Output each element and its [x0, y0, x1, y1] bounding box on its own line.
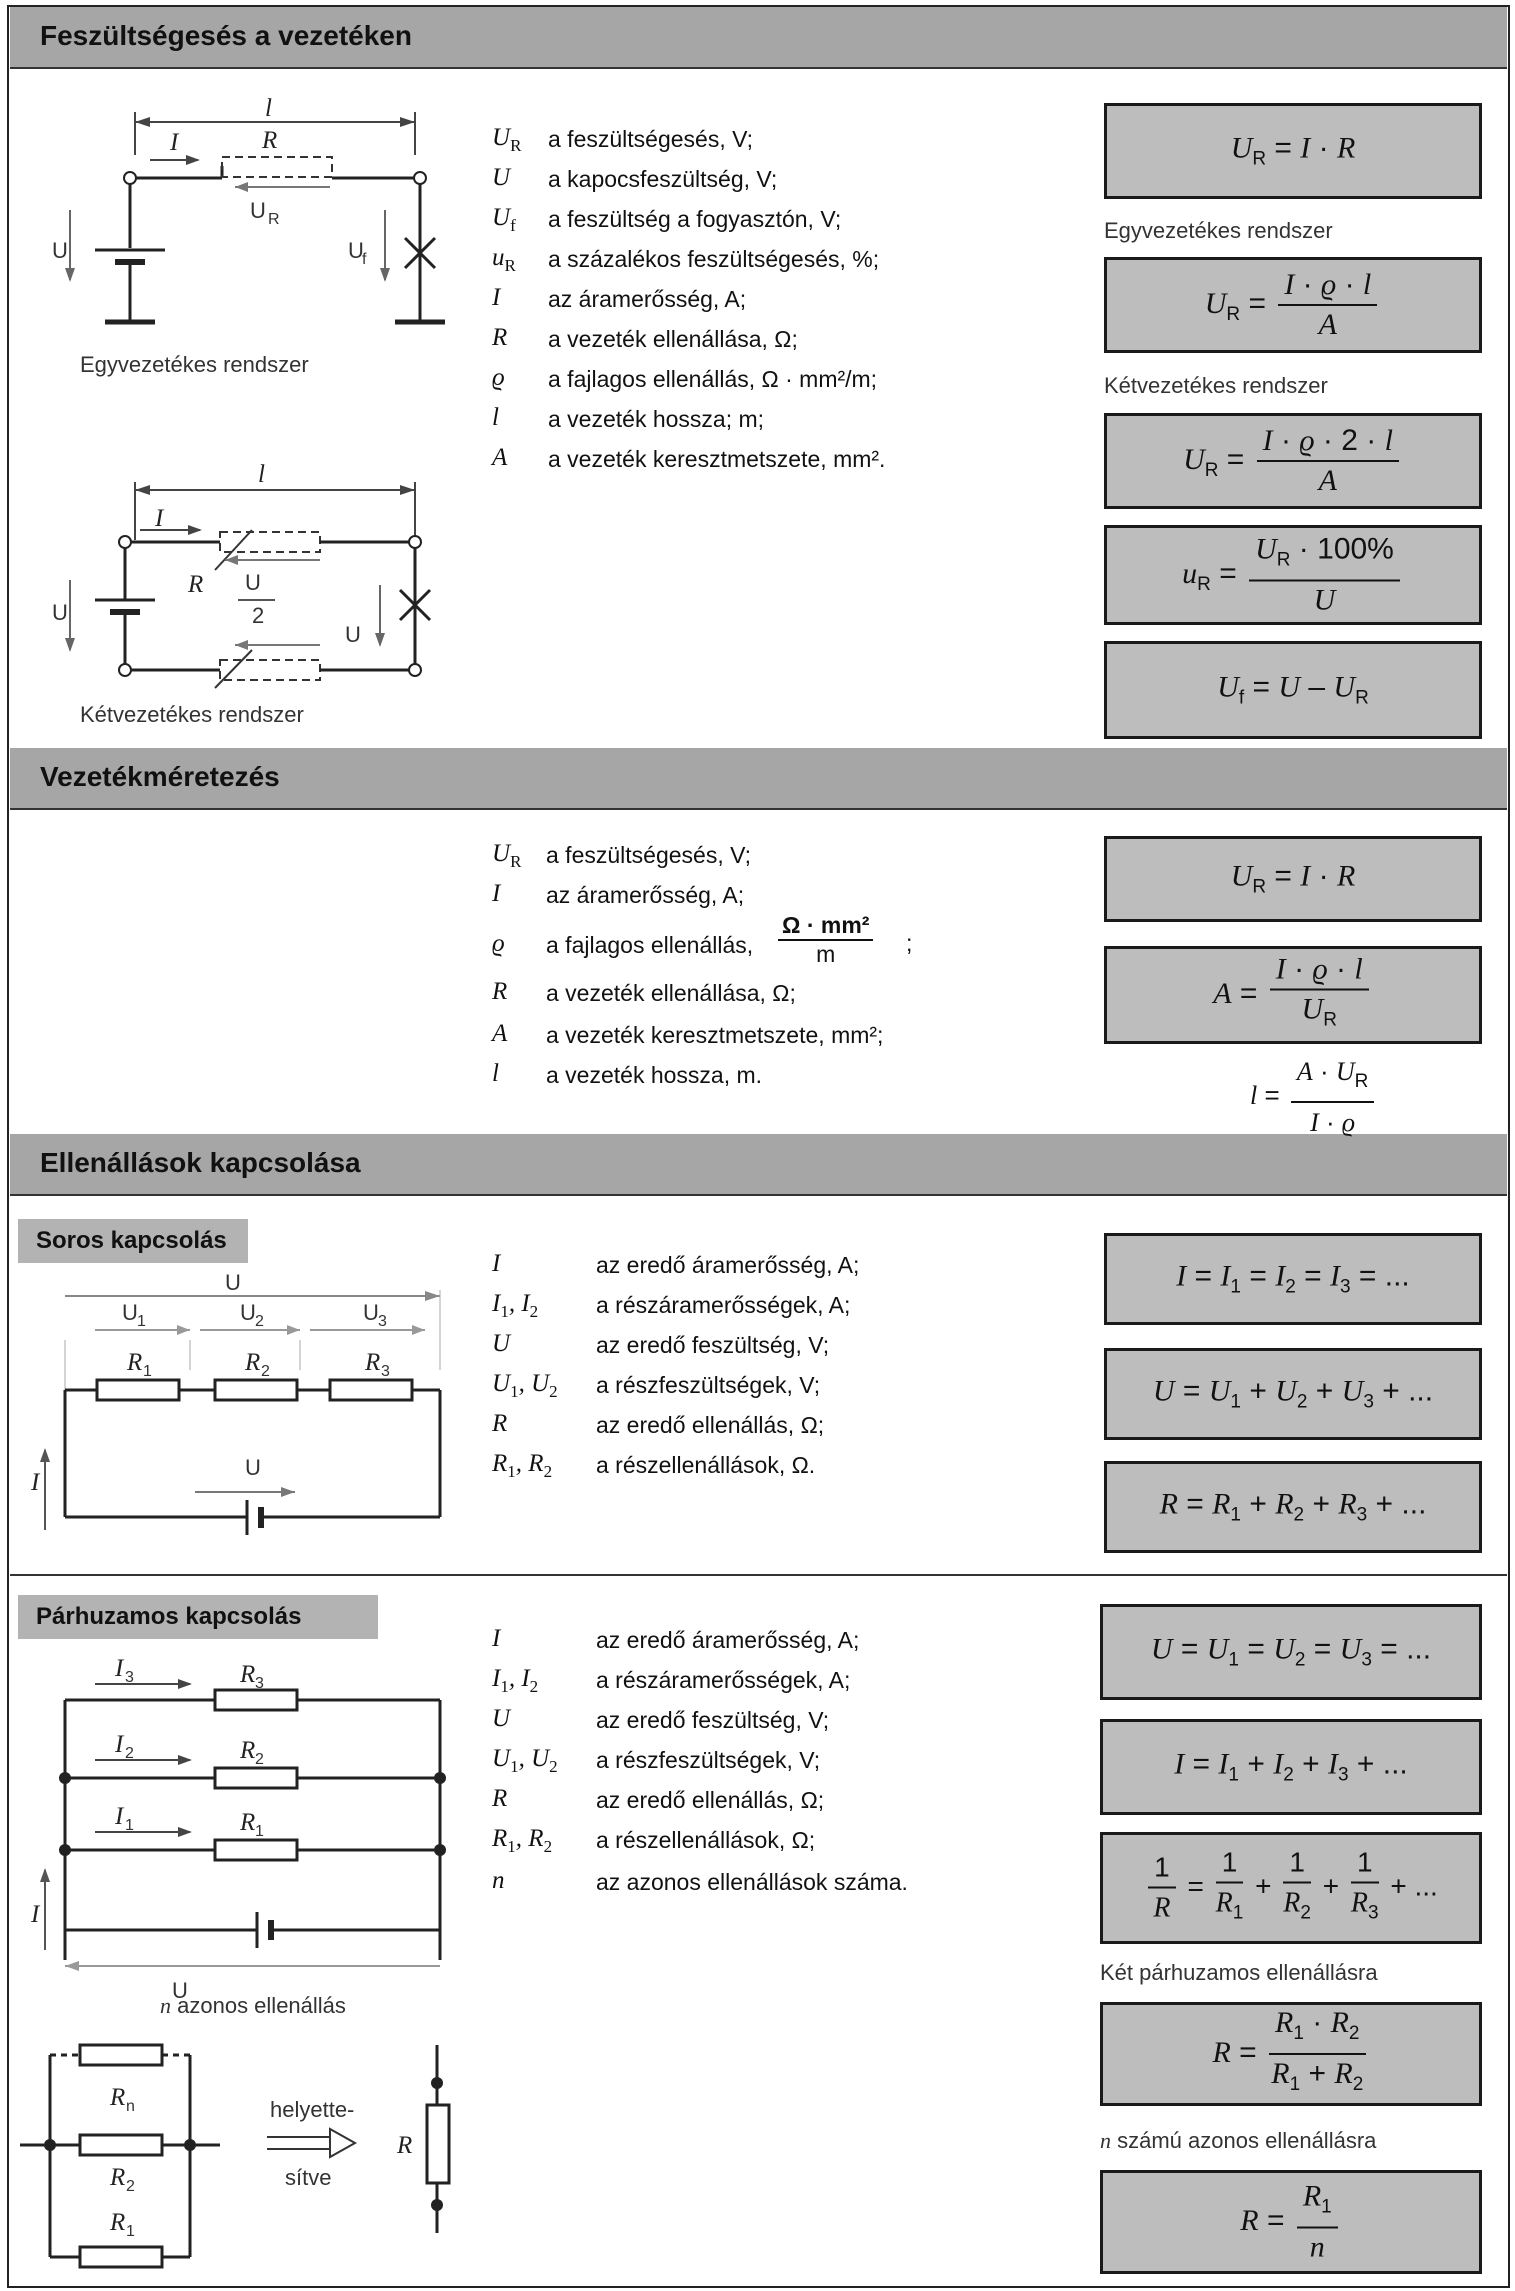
- svg-text:I: I: [115, 1803, 124, 1830]
- legend-item: a részellenállások, Ω.: [596, 1452, 816, 1478]
- legend-item: a részellenállások, Ω;: [596, 1827, 816, 1853]
- svg-text:1: 1: [125, 1817, 134, 1834]
- formula-single-wire: $U_R$ = $\frac{I \cdot ϱ \cdot l}{A}$: [1104, 257, 1482, 353]
- resistance-label: R: [262, 127, 278, 154]
- legend-item: a vezeték hossza, m.: [546, 1062, 763, 1088]
- svg-text:3: 3: [255, 1675, 264, 1692]
- formula-percent-drop: $u_R$ = $\frac{U_R \cdot 100\%}{U}$: [1104, 525, 1482, 625]
- caption-double: Kétvezetékes rendszer: [1104, 373, 1328, 398]
- svg-text:helyette-: helyette-: [270, 2097, 355, 2122]
- svg-text:I: I: [115, 1655, 124, 1682]
- caption-single: Egyvezetékes rendszer: [1104, 218, 1333, 243]
- formula-parallel-resistance: $\frac{1}{R}$ = $\frac{1}{R_1}$ + $\frac{1}{R_2}$ + $\frac{1}{R_3}$ + ...: [1100, 1832, 1482, 1944]
- svg-text:2: 2: [261, 1363, 270, 1380]
- half-label: 2: [252, 603, 265, 628]
- subsection-parallel: Párhuzamos kapcsolás: [18, 1595, 378, 1639]
- formula-cross-section: A = $\frac{I \cdot ϱ \cdot l}{U_R}$: [1104, 946, 1482, 1044]
- total-voltage-label: U: [225, 1270, 241, 1295]
- svg-text:R: R: [110, 2084, 126, 2111]
- legend-item: a feszültség a fogyasztón, V;: [548, 206, 842, 232]
- legend-item: a fajlagos ellenállás, Ω · mm²/m;: [548, 366, 878, 392]
- formula-parallel-voltage: $U = U_1 = U_2 = U_3$ = ...: [1100, 1604, 1482, 1700]
- consumer-voltage-label-2: U: [345, 622, 361, 647]
- svg-text:1: 1: [137, 1313, 146, 1330]
- formula-n-identical: R = $\frac{R_1}{n}$: [1100, 2170, 1482, 2274]
- single-system-caption: Egyvezetékes rendszer: [80, 352, 309, 377]
- formula-voltage-drop: $U_R = I \cdot R$: [1104, 103, 1482, 199]
- svg-text:sítve: sítve: [285, 2165, 332, 2190]
- legend-item: a fajlagos ellenállás,: [546, 932, 754, 958]
- legend-item: az áramerősség, A;: [548, 286, 747, 312]
- svg-text:R: R: [240, 1809, 256, 1836]
- legend-item: az eredő ellenállás, Ω;: [596, 1787, 825, 1813]
- subsection-series: Soros kapcsolás: [18, 1219, 248, 1263]
- svg-text:U: U: [122, 1300, 138, 1325]
- svg-text:3: 3: [125, 1669, 134, 1686]
- formula-series-resistance: $R = R_1 + R_2 + R_3$ + ...: [1104, 1461, 1482, 1553]
- consumer-voltage-label: U: [348, 238, 364, 263]
- legend-item: a vezeték ellenállása, Ω;: [548, 326, 798, 352]
- formula-series-current: $I = I_1 = I_2 = I_3$ = ...: [1104, 1233, 1482, 1325]
- svg-text:2: 2: [125, 1745, 134, 1762]
- formula-consumer-voltage: $U_f = U - U_R$: [1104, 641, 1482, 739]
- legend-item: a részfeszültségek, V;: [596, 1372, 821, 1398]
- current-label: I: [170, 129, 179, 156]
- svg-text:R: R: [110, 2209, 126, 2236]
- formula-parallel-current: $I = I_1 + I_2 + I_3$ + ...: [1100, 1719, 1482, 1815]
- svg-text:R: R: [245, 1349, 261, 1376]
- parallel-circuit-diagram: [25, 1640, 465, 1970]
- formula-two-parallel: R = $\frac{R_1 \cdot R_2}{R_1 + R_2}$: [1100, 2002, 1482, 2106]
- legend-item: a feszültségesés, V;: [548, 126, 753, 152]
- svg-text:2: 2: [255, 1751, 264, 1768]
- formula-double-wire: $U_R$ = $\frac{I \cdot ϱ \cdot 2 \cdot l}{A}$: [1104, 413, 1482, 509]
- svg-text:2: 2: [126, 2178, 135, 2195]
- legend-item: az eredő feszültség, V;: [596, 1707, 830, 1733]
- formula-sizing-drop: $U_R = I \cdot R$: [1104, 836, 1482, 922]
- formula-length: l = $\frac{A \cdot U_R}{I \cdot ϱ}$: [1250, 1052, 1378, 1142]
- svg-text:f: f: [362, 251, 367, 268]
- svg-text:I: I: [31, 1901, 40, 1928]
- svg-text:I: I: [31, 1469, 40, 1496]
- legend-item: a feszültségesés, V;: [546, 842, 751, 868]
- legend-item: a részfeszültségek, V;: [596, 1747, 821, 1773]
- svg-text:1: 1: [255, 1823, 264, 1840]
- svg-text:n: n: [126, 2098, 135, 2115]
- current-label-2: I: [155, 505, 164, 532]
- svg-text:R: R: [240, 1737, 256, 1764]
- n-identical-caption: n azonos ellenállás: [160, 1993, 346, 2018]
- caption-two-parallel: Két párhuzamos ellenállásra: [1100, 1960, 1378, 1985]
- formula-series-voltage: $U = U_1 + U_2 + U_3$ + ...: [1104, 1348, 1482, 1440]
- section-header-wire-sizing: Vezetékméretezés: [10, 748, 1507, 810]
- unit-fraction: Ω · mm² m: [778, 912, 873, 968]
- double-system-caption: Kétvezetékes rendszer: [80, 702, 304, 727]
- section-header-voltage-drop: Feszültségesés a vezetéken: [10, 7, 1507, 69]
- legend-item: az eredő ellenállás, Ω;: [596, 1412, 825, 1438]
- svg-text:R: R: [365, 1349, 381, 1376]
- length-label-2: l: [258, 461, 265, 488]
- legend-item: a részáramerősségek, A;: [596, 1292, 851, 1318]
- source-voltage-label-2: U: [52, 600, 68, 625]
- voltage-drop-label: U: [250, 198, 266, 223]
- legend-item: a százalékos feszültségesés, %;: [548, 246, 880, 272]
- legend-item: az eredő feszültség, V;: [596, 1332, 830, 1358]
- legend-item: a vezeték keresztmetszete, mm²;: [546, 1022, 884, 1048]
- double-wire-diagram: [40, 460, 460, 730]
- legend-item: az azonos ellenállások száma.: [596, 1869, 908, 1895]
- caption-n-identical: n számú azonos ellenállásra: [1100, 2128, 1377, 2153]
- svg-text:R: R: [397, 2132, 413, 2159]
- svg-text:I: I: [115, 1731, 124, 1758]
- svg-text:R: R: [110, 2164, 126, 2191]
- legend-item: a vezeték ellenállása, Ω;: [546, 980, 796, 1006]
- drop-label-2: U: [245, 570, 261, 595]
- svg-text:U: U: [245, 1455, 261, 1480]
- single-wire-diagram: [40, 95, 460, 377]
- svg-text:R: R: [240, 1661, 256, 1688]
- legend-item: az áramerősség, A;: [546, 882, 745, 908]
- svg-text:U: U: [363, 1300, 379, 1325]
- svg-text:1: 1: [126, 2223, 135, 2240]
- length-label: l: [265, 95, 272, 122]
- svg-text:R: R: [127, 1349, 143, 1376]
- legend-item: az eredő áramerősség, A;: [596, 1627, 860, 1653]
- legend-item: az eredő áramerősség, A;: [596, 1252, 860, 1278]
- svg-text:2: 2: [255, 1313, 264, 1330]
- n-identical-resistors-diagram: [15, 2025, 475, 2275]
- legend-item: a vezeték keresztmetszete, mm².: [548, 446, 886, 472]
- source-voltage-label: U: [52, 238, 68, 263]
- section-header-resistor-connections: Ellenállások kapcsolása: [10, 1134, 1507, 1196]
- svg-text:R: R: [268, 211, 280, 228]
- svg-text:1: 1: [143, 1363, 152, 1380]
- legend-item: a vezeték hossza; m;: [548, 406, 765, 432]
- legend-item: a részáramerősségek, A;: [596, 1667, 851, 1693]
- series-circuit-diagram: [25, 1270, 465, 1590]
- svg-text:U: U: [240, 1300, 256, 1325]
- svg-text:3: 3: [378, 1313, 387, 1330]
- legend-item: a kapocsfeszültség, V;: [548, 166, 778, 192]
- resistance-label-2: R: [188, 571, 204, 598]
- svg-text:3: 3: [381, 1363, 390, 1380]
